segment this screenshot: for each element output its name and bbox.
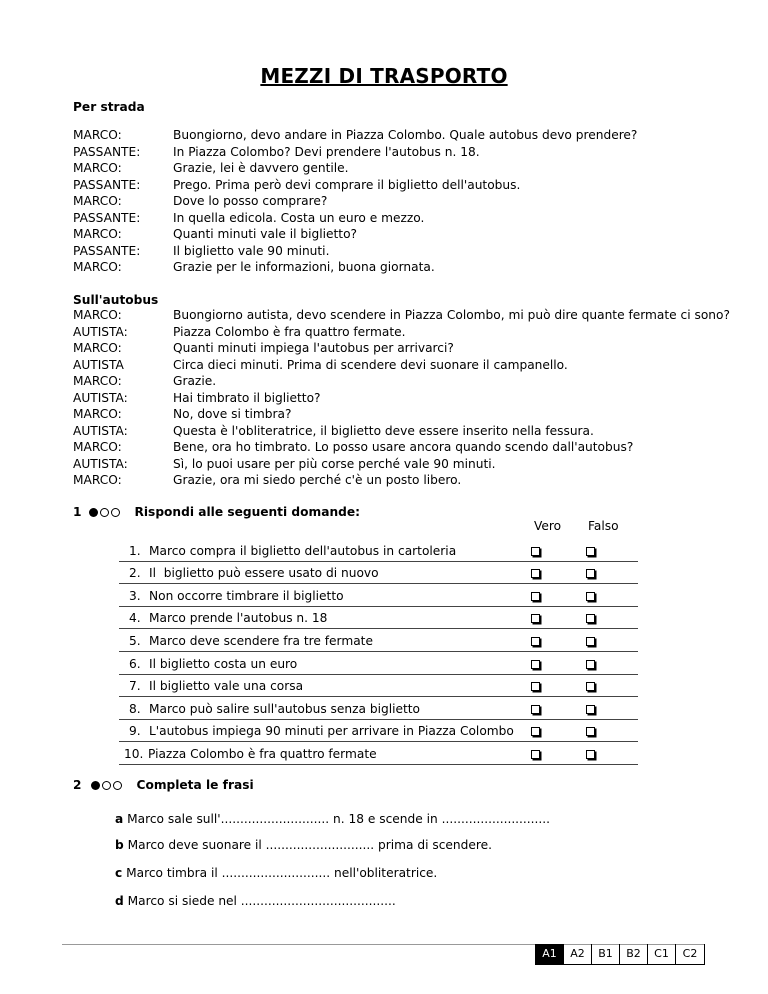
dialogue-line: Grazie, ora mi siedo perché c'è un posto libero. (173, 473, 462, 487)
item-statement: Marco può salire sull'autobus senza biglietto (149, 701, 421, 716)
dialogue-line: In Piazza Colombo? Devi prendere l'autobus n. 18. (173, 144, 480, 159)
dialogue-line: Hai timbrato il biglietto? (173, 390, 321, 405)
dialogue-line: Grazie. (173, 374, 217, 388)
speaker: MARCO: (73, 227, 122, 241)
dialogue-line: Quanti minuti impiega l'autobus per arrivarci? (173, 341, 454, 355)
level-indicator (535, 944, 705, 965)
checkbox-vero[interactable] (531, 614, 540, 623)
item-number: 1. (129, 543, 141, 558)
item-statement: Il biglietto può essere usato di nuovo (149, 566, 379, 581)
item-number: 2. (129, 566, 141, 581)
item-statement: Il biglietto costa un euro (149, 656, 298, 671)
speaker: PASSANTE: (73, 177, 141, 192)
empty-circle-icon (100, 508, 109, 517)
checkbox-falso[interactable] (586, 547, 595, 556)
checkbox-vero[interactable] (531, 592, 540, 601)
speaker: AUTISTA (73, 357, 124, 372)
checkbox-vero[interactable] (531, 682, 540, 691)
speaker: AUTISTA: (73, 456, 128, 471)
item-number: 8. (129, 701, 141, 716)
item-number: 9. (129, 724, 141, 739)
level-a1: A1 (536, 944, 564, 964)
item-number: 7. (129, 679, 141, 694)
speaker: PASSANTE: (73, 210, 141, 225)
speaker: MARCO: (73, 308, 122, 322)
sentence-text: Marco sale sull'............................ n. 18 e scende in ............................ (127, 812, 551, 826)
dialogue-line: Buongiorno, devo andare in Piazza Colombo. Quale autobus devo prendere? (173, 128, 638, 142)
empty-circle-icon (102, 781, 111, 790)
item-statement: Il biglietto vale una corsa (149, 679, 304, 694)
table-row (119, 539, 638, 562)
speaker: PASSANTE: (73, 243, 141, 258)
filled-circle-icon (89, 508, 98, 517)
item-number: 5. (129, 633, 141, 648)
sentence-text: Marco deve suonare il ............................ prima di scendere. (127, 838, 492, 852)
speaker: MARCO: (73, 260, 122, 274)
checkbox-vero[interactable] (531, 637, 540, 646)
speaker: MARCO: (73, 341, 122, 355)
table-row (119, 675, 638, 698)
difficulty-indicator (91, 778, 124, 792)
table-row (119, 629, 638, 652)
sentence-text: Marco si siede nel ........................................ (127, 894, 396, 908)
dialogue-line: Piazza Colombo è fra quattro fermate. (173, 324, 406, 339)
dialogue-line: Sì, lo puoi usare per più corse perché vale 90 minuti. (173, 456, 496, 471)
table-row (119, 652, 638, 675)
fill-in-sentence (115, 866, 437, 880)
dialogue-line: Prego. Prima però devi comprare il biglietto dell'autobus. (173, 177, 521, 192)
sentence-letter: d (115, 894, 124, 908)
level-c2: C2 (682, 947, 698, 960)
dialogue-line: No, dove si timbra? (173, 407, 292, 421)
dialogue-line: In quella edicola. Costa un euro e mezzo. (173, 210, 425, 225)
dialogue-line: Il biglietto vale 90 minuti. (173, 243, 330, 258)
table-row (119, 584, 638, 607)
checkbox-falso[interactable] (586, 637, 595, 646)
level-a2: A2 (564, 944, 592, 964)
dialogue-line: Circa dieci minuti. Prima di scendere devi suonare il campanello. (173, 357, 568, 372)
true-false-table (119, 539, 638, 765)
difficulty-indicator (89, 505, 122, 519)
filled-circle-icon (91, 781, 100, 790)
dialogue-line: Bene, ora ho timbrato. Lo posso usare ancora quando scendo dall'autobus? (173, 440, 634, 454)
level-b1: B1 (592, 944, 620, 964)
checkbox-vero[interactable] (531, 660, 540, 669)
column-header-falso: Falso (588, 519, 619, 533)
checkbox-falso[interactable] (586, 569, 595, 578)
speaker: MARCO: (73, 128, 122, 142)
speaker: MARCO: (73, 473, 122, 487)
speaker: PASSANTE: (73, 144, 141, 159)
sentence-letter: c (115, 866, 123, 880)
section-heading-sull-autobus: Sull'autobus (73, 293, 159, 307)
checkbox-vero[interactable] (531, 705, 540, 714)
fill-in-sentence (115, 894, 396, 908)
checkbox-falso[interactable] (586, 682, 595, 691)
checkbox-vero[interactable] (531, 569, 540, 578)
checkbox-vero[interactable] (531, 727, 540, 736)
checkbox-vero[interactable] (531, 547, 540, 556)
level-b2: B2 (620, 944, 648, 964)
dialogue-line: Grazie, lei è davvero gentile. (173, 161, 349, 175)
exercise-instruction: Completa le frasi (136, 778, 254, 792)
dialogue-line: Dove lo posso comprare? (173, 194, 328, 208)
item-statement: Marco prende l'autobus n. 18 (149, 611, 328, 626)
sentence-text: Marco timbra il ............................ nell'obliteratrice. (126, 866, 438, 880)
dialogue-line: Grazie per le informazioni, buona giornata. (173, 260, 435, 274)
checkbox-falso[interactable] (586, 614, 595, 623)
checkbox-falso[interactable] (586, 750, 595, 759)
item-number: 10. (124, 746, 144, 761)
item-statement: L'autobus impiega 90 minuti per arrivare in Piazza Colombo (149, 724, 514, 739)
speaker: MARCO: (73, 407, 122, 421)
speaker: AUTISTA: (73, 390, 128, 405)
exercise-2-heading (73, 778, 254, 792)
table-row (119, 562, 638, 585)
exercise-number: 2 (73, 778, 82, 792)
section-heading-per-strada: Per strada (73, 100, 145, 114)
empty-circle-icon (113, 781, 122, 790)
table-row (119, 720, 638, 743)
exercise-instruction: Rispondi alle seguenti domande: (134, 505, 360, 519)
speaker: MARCO: (73, 440, 122, 454)
empty-circle-icon (111, 508, 120, 517)
sentence-letter: a (115, 812, 124, 826)
dialogue-line: Buongiorno autista, devo scendere in Piazza Colombo, mi può dire quante fermate ci sono? (173, 308, 730, 322)
item-statement: Marco compra il biglietto dell'autobus in cartoleria (149, 543, 457, 558)
speaker: MARCO: (73, 194, 122, 208)
speaker: MARCO: (73, 374, 122, 388)
table-row (119, 697, 638, 720)
checkbox-falso[interactable] (586, 705, 595, 714)
checkbox-falso[interactable] (586, 660, 595, 669)
exercise-number: 1 (73, 505, 82, 519)
page-title: MEZZI DI TRASPORTO (260, 64, 508, 88)
table-row (119, 607, 638, 630)
speaker: AUTISTA: (73, 423, 128, 438)
item-number: 3. (129, 588, 141, 603)
checkbox-vero[interactable] (531, 750, 540, 759)
level-c1: C1 (648, 944, 676, 964)
checkbox-falso[interactable] (586, 727, 595, 736)
speaker: MARCO: (73, 161, 122, 175)
checkbox-falso[interactable] (586, 592, 595, 601)
fill-in-sentence (115, 812, 550, 826)
sentence-letter: b (115, 838, 124, 852)
item-number: 6. (129, 656, 141, 671)
speaker: AUTISTA: (73, 324, 128, 339)
table-row (119, 742, 638, 765)
item-statement: Marco deve scendere fra tre fermate (149, 633, 373, 648)
item-statement: Non occorre timbrare il biglietto (149, 588, 344, 603)
fill-in-sentence (115, 838, 492, 852)
dialogue-line: Questa è l'obliteratrice, il biglietto deve essere inserito nella fessura. (173, 423, 594, 438)
item-number: 4. (129, 611, 141, 626)
item-statement: Piazza Colombo è fra quattro fermate (148, 746, 377, 761)
exercise-1-heading (73, 505, 360, 519)
dialogue-line: Quanti minuti vale il biglietto? (173, 227, 357, 241)
column-header-vero: Vero (534, 519, 562, 533)
